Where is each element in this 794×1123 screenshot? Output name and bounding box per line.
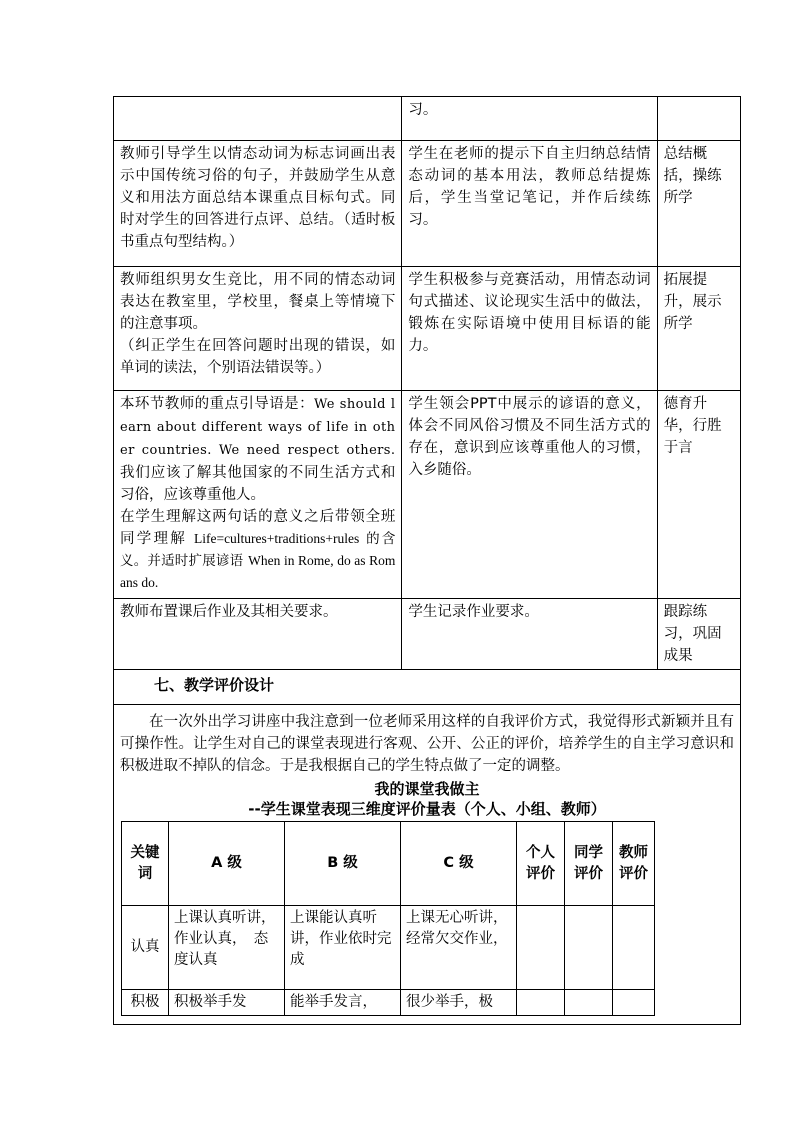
- design-purpose-cell: 跟踪练习，巩固成果: [657, 599, 740, 670]
- self-eval-cell: [517, 990, 565, 1016]
- design-purpose-cell: [657, 97, 740, 141]
- self-eval-cell: [517, 906, 565, 990]
- header-self-eval: 个人评价: [517, 822, 565, 906]
- student-activity-cell: 学生在老师的提示下自主归纳总结情态动词的基本用法，教师总结提炼后，学生当堂记笔记，并作后续练习。: [402, 141, 657, 267]
- guidance-explain: 在学生理解这两句话的意义之后带领全班同学理解: [120, 509, 396, 547]
- level-a-cell: 上课认真听讲，作业认真， 态度认真: [169, 906, 285, 990]
- table-row: [122, 906, 655, 990]
- eval-title: 我的课堂我做主: [374, 780, 480, 798]
- header-level-b: B 级: [285, 822, 401, 906]
- table-row: [122, 822, 655, 906]
- teacher-activity-note: （纠正学生在回答问题时出现的错误，如单词的读法，个别语法错误等。）: [120, 338, 396, 376]
- guidance-chinese: 我们应该了解其他国家的不同生活方式和习俗，应该尊重他人。: [120, 465, 396, 503]
- header-level-a: A 级: [169, 822, 285, 906]
- table-row: [114, 391, 741, 599]
- table-row: [122, 990, 655, 1016]
- formula-meaning: 的含义。并适时扩展谚语: [120, 531, 396, 568]
- eval-subtitle: --学生课堂表现三维度评价量表（个人、小组、教师）: [248, 800, 606, 818]
- header-teacher-eval: 教师评价: [613, 822, 655, 906]
- keyword-cell: 积极: [122, 990, 169, 1016]
- keyword-cell: 认真: [122, 906, 169, 990]
- design-purpose-cell: 总结概括，操练所学: [657, 141, 740, 267]
- peer-eval-cell: [565, 906, 613, 990]
- peer-eval-cell: [565, 990, 613, 1016]
- teacher-activity-text: 教师组织男女生竞比，用不同的情态动词表达在教室里，学校里，餐桌上等情境下的注意事项。: [120, 272, 396, 332]
- lesson-procedure-table: [113, 96, 741, 1025]
- table-row: [114, 97, 741, 141]
- header-level-c: C 级: [401, 822, 517, 906]
- life-formula: Life=cultures+traditions+rules: [193, 531, 360, 546]
- section-heading: 七、教学评价设计: [154, 676, 275, 694]
- student-activity-cell: 学生积极参与竞赛活动，用情态动词句式描述、议论现实生活中的做法，锻炼在实际语境中使用目标语的能力。: [402, 267, 657, 391]
- teacher-eval-cell: [613, 990, 655, 1016]
- student-activity-cell: 学生记录作业要求。: [402, 599, 657, 670]
- section-intro: 在一次外出学习讲座中我注意到一位老师采用这样的自我评价方式，我觉得形式新颖并且有可操作性。让学生对自己的课堂表现进行客观、公开、公正的评价，培养学生的自主学习意识和积极进取不掉队的信念。于是我根据自己的学生特点做了一定的调整。: [120, 714, 734, 774]
- student-activity-cell: 学生领会PPT中展示的谚语的意义，体会不同风俗习惯及不同生活方式的存在，意识到应该尊重他人的习惯，入乡随俗。: [402, 391, 657, 599]
- header-peer-eval: 同学评价: [565, 822, 613, 906]
- section-row: [114, 670, 741, 1025]
- design-purpose-cell: 拓展提升，展示所学: [657, 267, 740, 391]
- table-row: [114, 267, 741, 391]
- teacher-activity-cell: [114, 267, 402, 391]
- level-b-cell: 能举手发言，: [285, 990, 401, 1016]
- teacher-activity-cell: 教师引导学生以情态动词为标志词画出表示中国传统习俗的句子，并鼓励学生从意义和用法方面总结本课重点目标句式。同时对学生的回答进行点评、总结。（适时板书重点句型结构。）: [114, 141, 402, 267]
- evaluation-section: [114, 670, 741, 1025]
- teacher-activity-cell: [114, 391, 402, 599]
- teacher-activity-cell: [114, 97, 402, 141]
- level-b-cell: 上课能认真听讲，作业依时完成: [285, 906, 401, 990]
- guidance-english: We should learn about different ways of life in other countries. We need respect others.: [120, 397, 396, 458]
- header-keyword: 关键词: [122, 822, 169, 906]
- teacher-eval-cell: [613, 906, 655, 990]
- guidance-label: 本环节教师的重点引导语是：: [120, 396, 314, 412]
- level-c-cell: 很少举手，极: [401, 990, 517, 1016]
- teacher-activity-cell: 教师布置课后作业及其相关要求。: [114, 599, 402, 670]
- evaluation-table: [121, 821, 655, 1016]
- proverb: When in Rome, do as Romans do.: [120, 553, 396, 590]
- table-row: [114, 141, 741, 267]
- section-divider: [114, 704, 740, 705]
- level-a-cell: 积极举手发: [169, 990, 285, 1016]
- table-row: [114, 599, 741, 670]
- level-c-cell: 上课无心听讲，经常欠交作业，: [401, 906, 517, 990]
- design-purpose-cell: 德育升华，行胜于言: [657, 391, 740, 599]
- student-activity-cell: 习。: [402, 97, 657, 141]
